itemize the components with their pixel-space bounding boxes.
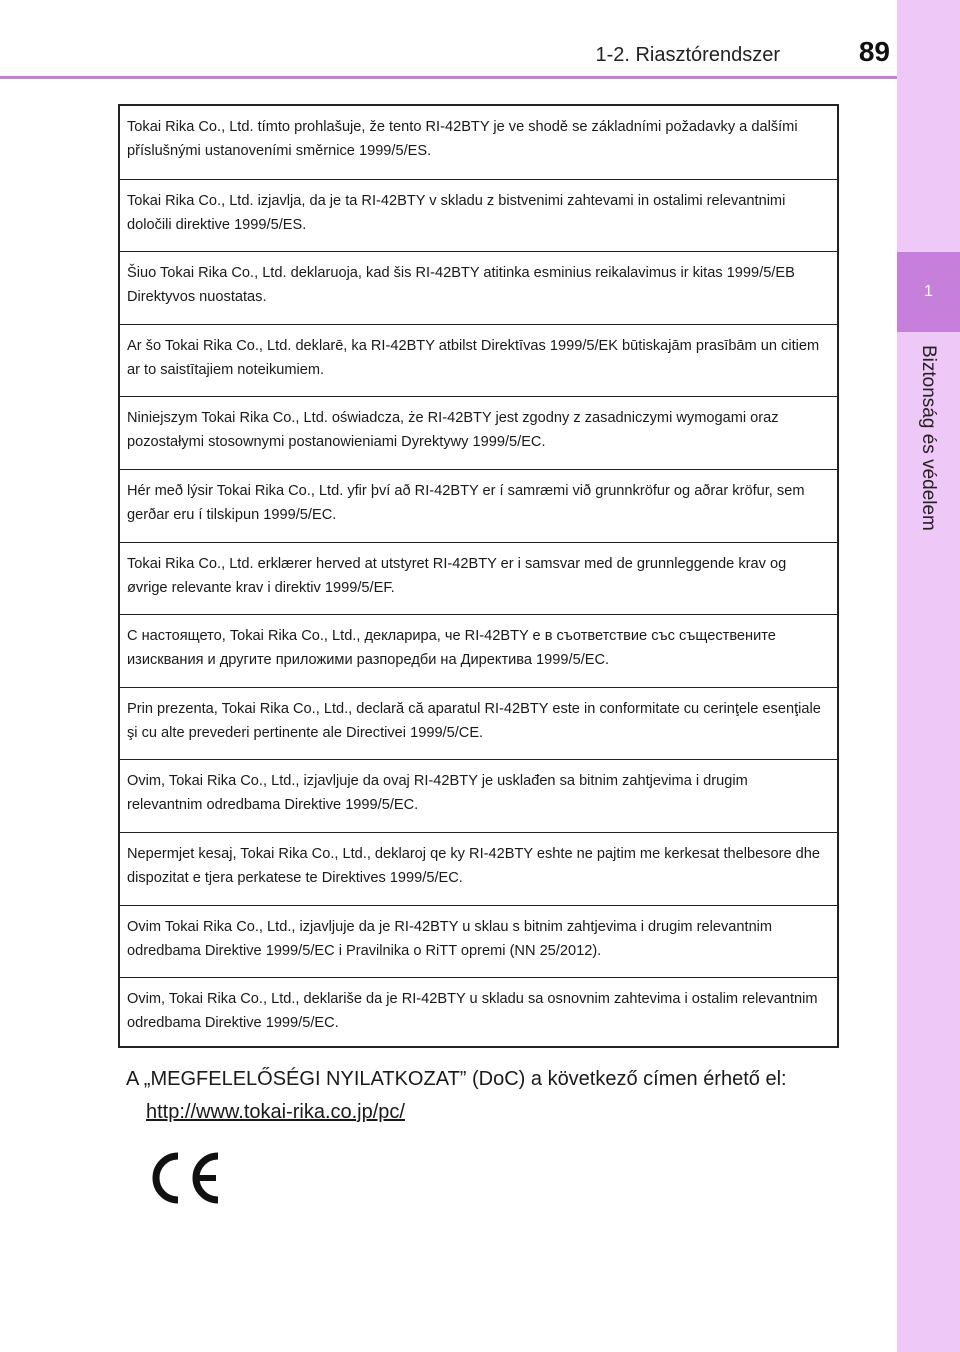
declaration-row-serbian: Ovim, Tokai Rika Co., Ltd., deklariše da je RI-42BTY u skladu sa osnovnim zahtevima i ostalim relevantnim odredbama Direktive 1999/5/EC. (120, 977, 837, 1050)
ce-mark-icon (146, 1150, 226, 1206)
page-number: 89 (858, 36, 890, 67)
header-rule (0, 76, 897, 79)
declaration-row-polish: Niniejszym Tokai Rika Co., Ltd. oświadcza, że RI-42BTY jest zgodny z zasadniczymi wymogami oraz pozostałymi stosownymi postanowieniami Dyrektywy 1999/5/EC. (120, 396, 837, 469)
declaration-table (118, 104, 839, 1048)
doc-notice: A „MEGFELELŐSÉGI NYILATKOZAT” (DoC) a következő címen érhető el: (126, 1068, 787, 1090)
declaration-row-bosnian: Ovim, Tokai Rika Co., Ltd., izjavljuje da ovaj RI-42BTY je usklađen sa bitnim zahtjevima i drugim relevantnim odredbama Direktive 1999/5/EC. (120, 759, 837, 832)
section-title: 1-2. Riasztórendszer (595, 44, 780, 66)
declaration-row-latvian: Ar šo Tokai Rika Co., Ltd. deklarē, ka RI-42BTY atbilst Direktīvas 1999/5/EK būtiskajām prasībām un citiem ar to saistītajiem noteikumiem. (120, 324, 837, 397)
declaration-row-albanian: Nepermjet kesaj, Tokai Rika Co., Ltd., deklaroj qe ky RI-42BTY eshte ne pajtim me kerkesat thelbesore dhe dispozitat e tjera perkatese te Direktives 1999/5/EC. (120, 832, 837, 905)
doc-link[interactable]: http://www.tokai-rika.co.jp/pc/ (146, 1101, 405, 1123)
declaration-row-slovenian: Tokai Rika Co., Ltd. izjavlja, da je ta RI-42BTY v skladu z bistvenimi zahtevami in ostalimi relevantnimi določili direktive 1999/5/ES. (120, 179, 837, 252)
chapter-title: Biztonság és védelem (918, 345, 939, 531)
declaration-row-icelandic: Hér með lýsir Tokai Rika Co., Ltd. yfir því að RI-42BTY er í samræmi við grunnkröfur og aðrar kröfur, sem gerðar eru í tilskipun 1999/5/EC. (120, 469, 837, 542)
declaration-row-norwegian: Tokai Rika Co., Ltd. erklærer herved at utstyret RI-42BTY er i samsvar med de grunnleggende krav og øvrige relevante krav i direktiv 1999/5/EF. (120, 542, 837, 615)
declaration-row-bulgarian: С настоящето, Tokai Rika Co., Ltd., декларира, че RI-42BTY е в съответствие със съществените изисквания и другите приложими разпоредби на Директива 1999/5/ЕС. (120, 614, 837, 687)
declaration-row-lithuanian: Šiuo Tokai Rika Co., Ltd. deklaruoja, kad šis RI-42BTY atitinka esminius reikalavimus ir kitas 1999/5/EB Direktyvos nuostatas. (120, 251, 837, 324)
side-strip (897, 0, 960, 1352)
chapter-tab[interactable]: 1 (897, 252, 960, 332)
declaration-row-croatian: Ovim Tokai Rika Co., Ltd., izjavljuje da je RI-42BTY u sklau s bitnim zahtjevima i drugim relevantnim odredbama Direktive 1999/5/EC i Pravilnika o RiTT opremi (NN 25/2012). (120, 905, 837, 978)
declaration-row-czech: Tokai Rika Co., Ltd. tímto prohlašuje, že tento RI-42BTY je ve shodě se základními požadavky a dalšími příslušnými ustanoveními směrnice 1999/5/ES. (127, 119, 798, 159)
declaration-row-romanian: Prin prezenta, Tokai Rika Co., Ltd., declară că aparatul RI-42BTY este in conformitate cu cerinţele esenţiale şi cu alte prevederi pertinente ale Directivei 1999/5/CE. (120, 687, 837, 760)
